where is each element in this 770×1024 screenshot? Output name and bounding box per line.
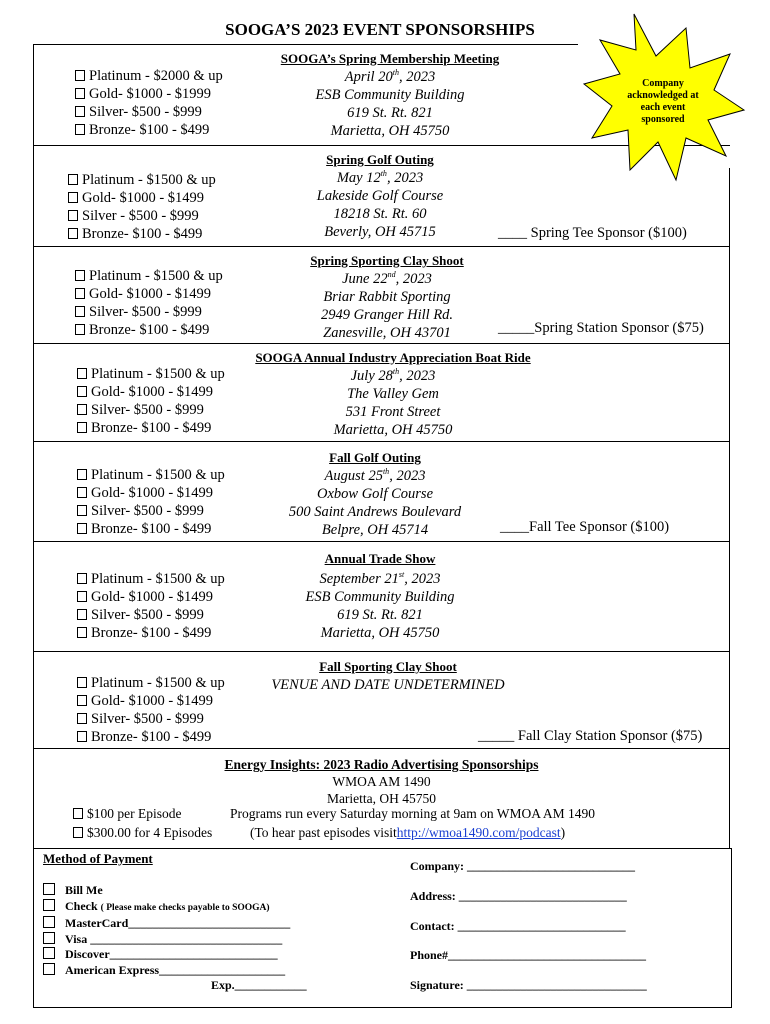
- checkbox[interactable]: [73, 808, 83, 819]
- event-venue: Oxbow Golf Course: [317, 486, 433, 502]
- checkbox[interactable]: [75, 324, 85, 335]
- checkbox[interactable]: [77, 422, 87, 433]
- level-bronze[interactable]: Bronze- $100 - $499: [75, 321, 223, 339]
- event-title: Spring Golf Outing: [326, 152, 434, 167]
- level-platinum[interactable]: Platinum - $2000 & up: [75, 67, 223, 85]
- checkbox[interactable]: [75, 288, 85, 299]
- event-address: 619 St. Rt. 821: [347, 105, 433, 121]
- level-gold[interactable]: Gold- $1000 - $1499: [75, 285, 223, 303]
- event-venue: Lakeside Golf Course: [316, 188, 444, 204]
- checkbox[interactable]: [75, 270, 85, 281]
- checkbox[interactable]: [43, 883, 55, 895]
- checkbox[interactable]: [77, 609, 87, 620]
- event-title: Spring Sporting Clay Shoot: [310, 253, 464, 268]
- event-city: Marietta, OH 45750: [320, 625, 440, 641]
- checkbox[interactable]: [75, 88, 85, 99]
- divider: [33, 44, 578, 45]
- event-venue: ESB Community Building: [315, 87, 465, 103]
- payment-visa[interactable]: Visa ________________________________: [43, 932, 307, 948]
- event-address: 619 St. Rt. 821: [337, 607, 423, 623]
- radio-station: WMOA AM 1490: [332, 774, 431, 789]
- divider: [33, 748, 730, 749]
- payment-section: [33, 848, 732, 1008]
- checkbox[interactable]: [77, 731, 87, 742]
- level-gold[interactable]: Gold- $1000 - $1499: [77, 588, 225, 606]
- phone-field[interactable]: Phone#_________________________________: [410, 948, 647, 962]
- event-address: 531 Front Street: [345, 404, 441, 420]
- level-bronze[interactable]: Bronze- $100 - $499: [77, 728, 225, 746]
- level-gold[interactable]: Gold- $1000 - $1499: [77, 484, 225, 502]
- checkbox[interactable]: [75, 306, 85, 317]
- event-title: Fall Golf Outing: [329, 450, 421, 465]
- event-date: September 21st, 2023: [319, 570, 441, 587]
- payment-check[interactable]: Check ( Please make checks payable to SOOGA): [43, 899, 307, 917]
- station-sponsor-option[interactable]: _____Spring Station Sponsor ($75): [498, 320, 704, 336]
- radio-sponsorships: [33, 750, 730, 850]
- event-venue: VENUE AND DATE UNDETERMINED: [271, 677, 505, 693]
- event-city: Belpre, OH 45714: [321, 522, 429, 538]
- checkbox[interactable]: [77, 677, 87, 688]
- event-date: April 20th, 2023: [344, 68, 436, 85]
- checkbox[interactable]: [77, 487, 87, 498]
- level-bronze[interactable]: Bronze- $100 - $499: [77, 419, 225, 437]
- checkbox[interactable]: [77, 505, 87, 516]
- level-bronze[interactable]: Bronze- $100 - $499: [77, 624, 225, 642]
- event-address: 500 Saint Andrews Boulevard: [288, 504, 462, 520]
- sponsorship-levels: [75, 267, 223, 339]
- event-info: [237, 252, 537, 342]
- divider: [33, 541, 730, 542]
- event-city: Beverly, OH 45715: [324, 224, 436, 240]
- checkbox[interactable]: [77, 573, 87, 584]
- level-platinum[interactable]: Platinum - $1500 & up: [77, 365, 225, 383]
- checkbox[interactable]: [43, 947, 55, 959]
- event-date: July 28th, 2023: [350, 367, 436, 384]
- level-silver[interactable]: Silver- $500 - $999: [75, 303, 223, 321]
- checkbox[interactable]: [77, 368, 87, 379]
- level-bronze[interactable]: Bronze- $100 - $499: [75, 121, 223, 139]
- checkbox[interactable]: [77, 695, 87, 706]
- level-platinum[interactable]: Platinum - $1500 & up: [75, 267, 223, 285]
- divider: [33, 651, 730, 652]
- level-platinum[interactable]: Platinum - $1500 & up: [77, 674, 225, 692]
- level-silver[interactable]: Silver- $500 - $999: [77, 502, 225, 520]
- event-venue: Briar Rabbit Sporting: [323, 289, 451, 305]
- company-field[interactable]: Company: ____________________________: [410, 859, 636, 873]
- checkbox[interactable]: [73, 827, 83, 838]
- checkbox[interactable]: [43, 899, 55, 911]
- radio-past-episodes: (To hear past episodes visithttp://wmoa1490.com/podcast): [250, 825, 566, 840]
- sponsorship-levels: [77, 466, 225, 538]
- event-title: Fall Sporting Clay Shoot: [319, 659, 457, 674]
- event-city: Zanesville, OH 43701: [323, 325, 451, 341]
- level-silver[interactable]: Silver- $500 - $999: [77, 401, 225, 419]
- tee-sponsor-option[interactable]: ____Fall Tee Sponsor ($100): [500, 519, 670, 535]
- sponsorship-levels: [77, 570, 225, 642]
- checkbox[interactable]: [75, 106, 85, 117]
- radio-schedule: Programs run every Saturday morning at 9am on WMOA AM 1490: [230, 806, 595, 821]
- level-platinum[interactable]: Platinum - $1500 & up: [68, 171, 216, 189]
- sponsorship-levels: [75, 67, 223, 139]
- level-platinum[interactable]: Platinum - $1500 & up: [77, 466, 225, 484]
- radio-option-episode[interactable]: $100 per Episode: [73, 806, 181, 822]
- level-silver[interactable]: Silver - $500 - $999: [68, 207, 216, 225]
- event-date: August 25th, 2023: [324, 467, 426, 484]
- checkbox[interactable]: [68, 210, 78, 221]
- level-silver[interactable]: Silver- $500 - $999: [75, 103, 223, 121]
- address-field[interactable]: Address: ____________________________: [410, 889, 627, 903]
- checkbox[interactable]: [77, 713, 87, 724]
- event-address: 2949 Granger Hill Rd.: [320, 307, 454, 323]
- checkbox[interactable]: [77, 469, 87, 480]
- divider: [33, 343, 730, 344]
- divider: [33, 441, 730, 442]
- event-title: SOOGA Annual Industry Appreciation Boat Ride: [255, 350, 531, 365]
- radio-title: Energy Insights: 2023 Radio Advertising Sponsorships: [224, 757, 539, 772]
- checkbox[interactable]: [43, 916, 55, 928]
- checkbox[interactable]: [68, 174, 78, 185]
- page-title: SOOGA’S 2023 EVENT SPONSORSHIPS: [225, 20, 535, 39]
- level-platinum[interactable]: Platinum - $1500 & up: [77, 570, 225, 588]
- event-date: May 12th, 2023: [336, 169, 424, 186]
- event-info: [225, 449, 525, 539]
- checkbox[interactable]: [77, 523, 87, 534]
- payment-bill-me[interactable]: Bill Me: [43, 883, 307, 899]
- event-title: Annual Trade Show: [324, 551, 436, 566]
- checkbox[interactable]: [75, 124, 85, 135]
- starburst-text: Company acknowledged at each event sponsored: [627, 78, 699, 125]
- level-gold[interactable]: Gold- $1000 - $1499: [77, 383, 225, 401]
- checkbox[interactable]: [43, 932, 55, 944]
- radio-city: Marietta, OH 45750: [326, 791, 437, 806]
- event-date: June 22nd, 2023: [342, 270, 432, 287]
- payment-options: [43, 883, 307, 994]
- radio-option-4-episodes[interactable]: $300.00 for 4 Episodes: [73, 825, 212, 841]
- event-venue: The Valley Gem: [347, 386, 439, 402]
- payment-discover[interactable]: Discover____________________________: [43, 947, 307, 963]
- checkbox[interactable]: [75, 70, 85, 81]
- checkbox[interactable]: [77, 386, 87, 397]
- sponsorship-levels: [68, 171, 216, 243]
- payment-heading: Method of Payment: [43, 851, 153, 866]
- event-info: [238, 658, 538, 694]
- tee-sponsor-option[interactable]: ____ Spring Tee Sponsor ($100): [498, 225, 687, 241]
- event-city: Marietta, OH 45750: [333, 422, 453, 438]
- checkbox[interactable]: [77, 591, 87, 602]
- payment-amex[interactable]: American Express_____________________: [43, 963, 307, 979]
- payment-mastercard[interactable]: MasterCard___________________________: [43, 916, 307, 932]
- checkbox[interactable]: [77, 627, 87, 638]
- checkbox[interactable]: [68, 228, 78, 239]
- sponsorship-levels: [77, 365, 225, 437]
- level-gold[interactable]: Gold- $1000 - $1999: [75, 85, 223, 103]
- level-silver[interactable]: Silver- $500 - $999: [77, 710, 225, 728]
- event-info: [230, 550, 530, 642]
- event-info: [240, 50, 540, 140]
- event-address: 18218 St. Rt. 60: [333, 206, 427, 222]
- level-gold[interactable]: Gold- $1000 - $1499: [77, 692, 225, 710]
- contact-field[interactable]: Contact: ____________________________: [410, 919, 626, 933]
- checkbox[interactable]: [77, 404, 87, 415]
- sponsorship-levels: [77, 674, 225, 746]
- event-info: [218, 349, 568, 439]
- checkbox[interactable]: [43, 963, 55, 975]
- level-silver[interactable]: Silver- $500 - $999: [77, 606, 225, 624]
- level-bronze[interactable]: Bronze- $100 - $499: [68, 225, 216, 243]
- level-gold[interactable]: Gold- $1000 - $1499: [68, 189, 216, 207]
- signature-field[interactable]: Signature: ______________________________: [410, 978, 647, 992]
- payment-exp[interactable]: Exp.____________: [211, 978, 307, 992]
- divider: [33, 246, 730, 247]
- clay-station-sponsor-option[interactable]: _____ Fall Clay Station Sponsor ($75): [478, 728, 703, 744]
- event-title: SOOGA’s Spring Membership Meeting: [280, 51, 500, 66]
- checkbox[interactable]: [68, 192, 78, 203]
- podcast-link[interactable]: http://wmoa1490.com/podcast: [396, 825, 561, 840]
- level-bronze[interactable]: Bronze- $100 - $499: [77, 520, 225, 538]
- event-city: Marietta, OH 45750: [330, 123, 450, 139]
- event-info: [230, 151, 530, 241]
- divider: [729, 168, 730, 848]
- event-venue: ESB Community Building: [305, 589, 455, 605]
